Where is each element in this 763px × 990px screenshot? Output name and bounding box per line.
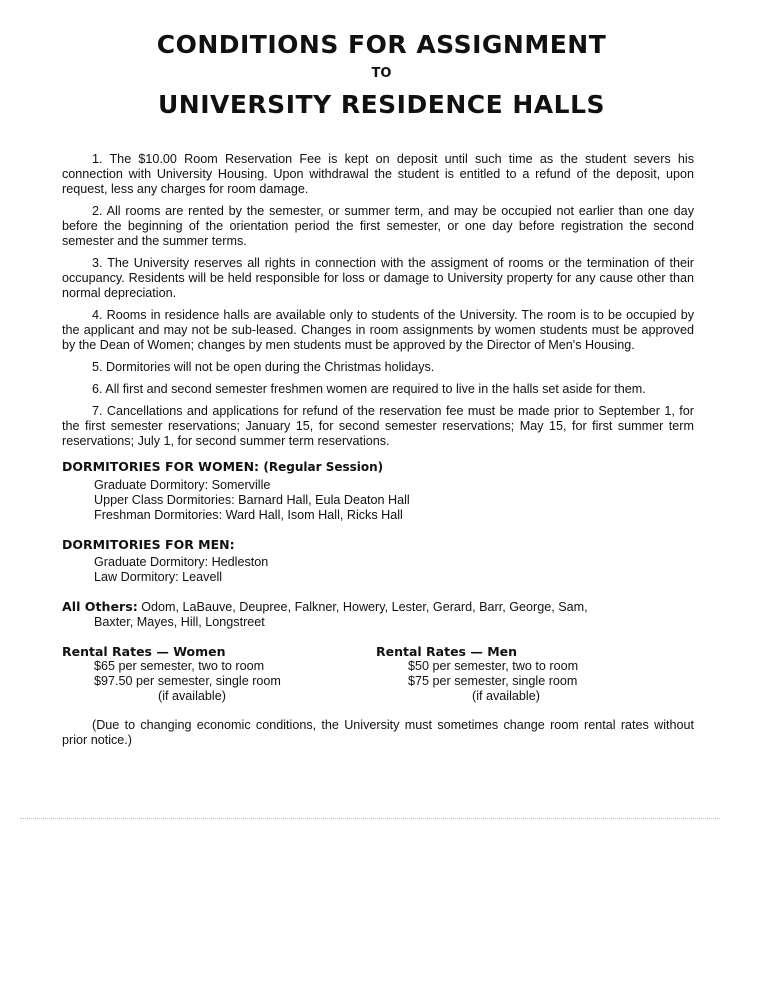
rates-men [376, 644, 578, 704]
men-dorms-heading: DORMITORIES FOR MEN: [62, 537, 235, 552]
women-dorms-title: DORMITORIES FOR WOMEN: [62, 459, 260, 474]
condition-7: 7. Cancellations and applications for refund of the reservation fee must be made prior to September 1, for the first semester reservations; January 15, for second semester reservations; May 15, for first summer term reservations; July 1, for second summer term reservations. [62, 404, 694, 448]
rates-men-note: (if available) [472, 689, 540, 703]
title-line-1: CONDITIONS FOR ASSIGNMENT [156, 30, 607, 59]
condition-2: 2. All rooms are rented by the semester, or summer term, and may be occupied not earlier than one day before the beginning of the orientation period the first semester, or one day before registration the second semester and the summer terms. [62, 204, 694, 248]
rates-men-double: $50 per semester, two to room [408, 659, 579, 673]
men-dorm-item: Graduate Dormitory: Hedleston [94, 555, 269, 569]
condition-3: 3. The University reserves all rights in connection with the assigment of rooms or the termination of their occupancy. Residents will be held responsible for loss or damage to University property for any cause other than normal depreciation. [62, 256, 694, 300]
other-dorms-line-1: Odom, LaBauve, Deupree, Falkner, Howery, Lester, Gerard, Barr, George, Sam, [141, 600, 588, 614]
rental-rates [62, 644, 694, 704]
condition-1: 1. The $10.00 Room Reservation Fee is kept on deposit until such time as the student severs his connection with University Housing. Upon withdrawal the student is entitled to a refund of the deposit, upon request, less any charges for room damage. [62, 152, 694, 196]
men-dorm-item: Law Dormitory: Leavell [94, 570, 223, 584]
rates-women-note: (if available) [158, 689, 226, 703]
rates-men-heading: Rental Rates — Men [376, 644, 518, 659]
rates-women-heading: Rental Rates — Women [62, 644, 226, 659]
women-dorm-item: Upper Class Dormitories: Barnard Hall, Eula Deaton Hall [94, 493, 410, 507]
rate-change-notice: (Due to changing economic conditions, the University must sometimes change room rental rates without prior notice.) [62, 718, 694, 747]
title-line-2: UNIVERSITY RESIDENCE HALLS [157, 90, 606, 119]
women-dorm-item: Freshman Dormitories: Ward Hall, Isom Hall, Ricks Hall [94, 508, 403, 522]
other-dorms-line-2: Baxter, Mayes, Hill, Longstreet [94, 615, 265, 629]
rates-women-single: $97.50 per semester, single room [94, 674, 281, 688]
other-dorms [62, 599, 694, 630]
women-dorm-item: Graduate Dormitory: Somerville [94, 478, 271, 492]
title-to: TO [371, 66, 392, 81]
document-body [62, 152, 694, 761]
rates-men-single: $75 per semester, single room [408, 674, 578, 688]
scan-artifact-divider [20, 818, 720, 821]
rates-women [62, 644, 376, 704]
women-dorms-heading [62, 459, 694, 475]
rates-women-double: $65 per semester, two to room [94, 659, 265, 673]
condition-4: 4. Rooms in residence halls are available only to students of the University. The room is to be occupied by the applicant and may not be sub-leased. Changes in room assignments by women students must be approved by the Dean of Women; changes by men students must be approved by the Director of Men's Housing. [62, 308, 694, 352]
other-dorms-label: All Others: [62, 599, 138, 614]
women-dorms-subtitle: (Regular Session) [263, 460, 384, 474]
condition-6: 6. All first and second semester freshmen women are required to live in the halls set aside for them. [92, 382, 646, 396]
condition-5: 5. Dormitories will not be open during the Christmas holidays. [92, 360, 435, 374]
